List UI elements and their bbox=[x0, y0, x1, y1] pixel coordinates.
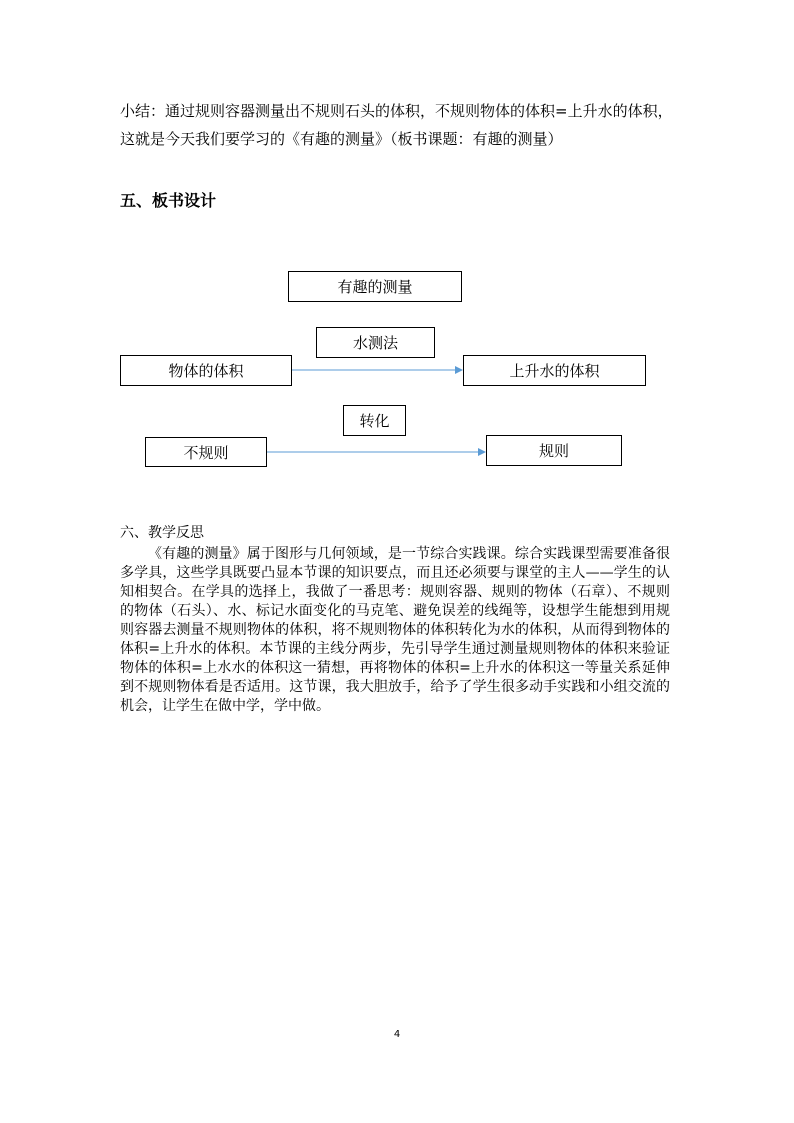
object-volume-box: 物体的体积 bbox=[120, 355, 292, 386]
section-five-heading: 五、板书设计 bbox=[120, 191, 217, 210]
rising-water-volume-box: 上升水的体积 bbox=[463, 355, 646, 386]
page-number: 4 bbox=[393, 1029, 401, 1040]
section-six-heading: 六、教学反思 bbox=[120, 525, 204, 541]
summary-paragraph: 小结：通过规则容器测量出不规则石头的体积，不规则物体的体积=上升水的体积，这就是今天我们要学习的《有趣的测量》（板书课题：有趣的测量） bbox=[120, 102, 673, 148]
transform-box: 转化 bbox=[343, 405, 406, 436]
irregular-box: 不规则 bbox=[145, 437, 267, 467]
board-title-box: 有趣的测量 bbox=[288, 271, 462, 302]
regular-box: 规则 bbox=[486, 435, 622, 466]
water-measure-method-box: 水测法 bbox=[316, 327, 435, 358]
reflection-paragraph: 《有趣的测量》属于图形与几何领域，是一节综合实践课。综合实践课型需要准备很多学具，这些学具既要凸显本节课的知识要点，而且还必须要与课堂的主人——学生的认知相契合。在学具的选择上，我做了一番思考：规则容器、规则的物体（石章）、不规则的物体（石头）、水、标记水面变化的马克笔、避免误差的线绳等，设想学生能想到用规则容器去测量不规则物体的体积，将不规则物体的体积转化为水的体积，从而得到物体的体积=上升水的体积。本节课的主线分两步，先引导学生通过测量规则物体的体积来验证物体的体积=上水水的体积这一猜想，再将物体的体积=上升水的体积这一等量关系延伸到不规则物体看是否适用。这节课，我大胆放手，给予了学生很多动手实践和小组交流的机会，让学生在做中学，学中做。 bbox=[120, 546, 670, 714]
